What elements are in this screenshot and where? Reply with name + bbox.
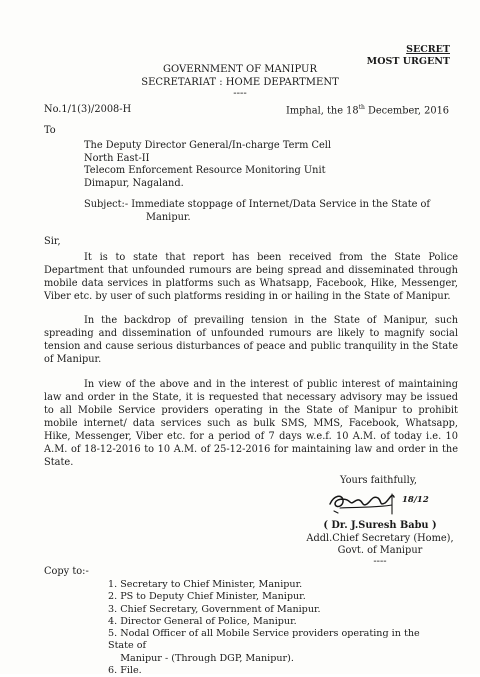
copy-item: 2. PS to Deputy Chief Minister, Manipur.: [108, 591, 306, 603]
copy-item: 1. Secretary to Chief Minister, Manipur.: [108, 579, 303, 590]
yours-faithfully: Yours faithfully,: [340, 475, 418, 486]
closing-separator: ----: [373, 556, 387, 568]
subject-text-cont: Manipur.: [146, 211, 191, 223]
place-date: [286, 104, 449, 118]
copy-item: 6. File.: [108, 664, 142, 676]
copy-item: 3. Chief Secretary, Government of Manipur.: [108, 603, 321, 615]
signatory-designation: Addl.Chief Secretary (Home),: [306, 532, 454, 544]
paragraph-1: It is to state that report has been received from the State Police Department that unfounded rumours are being spread and disseminated through mobile data services in platforms such as Whatsapp, Facebook, Hike, Messenger, Viber etc. by user of such platforms residing in or hailing in the State of Manipur.: [44, 252, 458, 303]
signatory-name: ( Dr. J.Suresh Babu ): [323, 520, 437, 531]
department-title: SECRETARIAT : HOME DEPARTMENT: [141, 76, 339, 88]
addressee-line-3: Telecom Enforcement Resource Monitoring Unit: [84, 165, 326, 177]
copy-list: [108, 579, 448, 677]
subject-label: Subject:-: [84, 199, 129, 210]
header-separator: ----: [233, 88, 247, 99]
secret-label: SECRET: [406, 44, 450, 55]
signatory-org: Govt. of Manipur: [337, 545, 423, 557]
addressee-line-4: Dimapur, Nagaland.: [84, 178, 184, 190]
date-superscript: th: [358, 104, 365, 111]
most-urgent-label: MOST URGENT: [366, 55, 450, 67]
classification-block: [367, 44, 450, 68]
copy-item: Manipur - (Through DGP, Manipur).: [108, 652, 294, 664]
government-title: GOVERNMENT OF MANIPUR: [163, 64, 317, 75]
copy-item: 5. Nodal Officer of all Mobile Service providers operating in the State of: [108, 628, 420, 652]
addressee-line-1: The Deputy Director General/In-charge Term Cell: [84, 140, 332, 151]
signature-date: 18/12: [402, 495, 429, 505]
to-label: To: [44, 125, 56, 136]
date-suffix: December, 2016: [364, 105, 450, 117]
salutation: Sir,: [44, 236, 61, 247]
addressee-block: [84, 140, 331, 191]
reference-number: No.1/1(3)/2008-H: [44, 104, 132, 115]
paragraph-2: In the backdrop of prevailing tension in the State of Manipur, such spreading and dissemination of unfounded rumours are likely to magnify social tension and cause serious disturbances of peace and public tranquility in the State of Manipur.: [44, 315, 458, 366]
subject-text: Immediate stoppage of Internet/Data Service in the State of: [128, 199, 431, 210]
addressee-line-2: North East-II: [84, 152, 150, 164]
copy-to-label: Copy to:-: [44, 566, 89, 577]
subject-line: [84, 199, 444, 224]
date-prefix: Imphal, the 18: [286, 105, 359, 117]
copy-item: 4. Director General of Police, Manipur.: [108, 615, 297, 627]
signatory-block: [300, 520, 460, 567]
paragraph-3: In view of the above and in the interest of public interest of maintaining law and order in the State, it is requested that necessary advisory may be issued to all Mobile Service providers operating in the State of Manipur to prohibit mobile internet/ data services such as bulk SMS, MMS, Facebook, Whatsapp, Hike, Messenger, Viber etc. for a period of 7 days w.e.f. 10 A.M. of today i.e. 10 A.M. of 18-12-2016 to 10 A.M. of 25-12-2016 for maintaining law and order in the State.: [44, 379, 458, 469]
letterhead: [110, 64, 370, 98]
